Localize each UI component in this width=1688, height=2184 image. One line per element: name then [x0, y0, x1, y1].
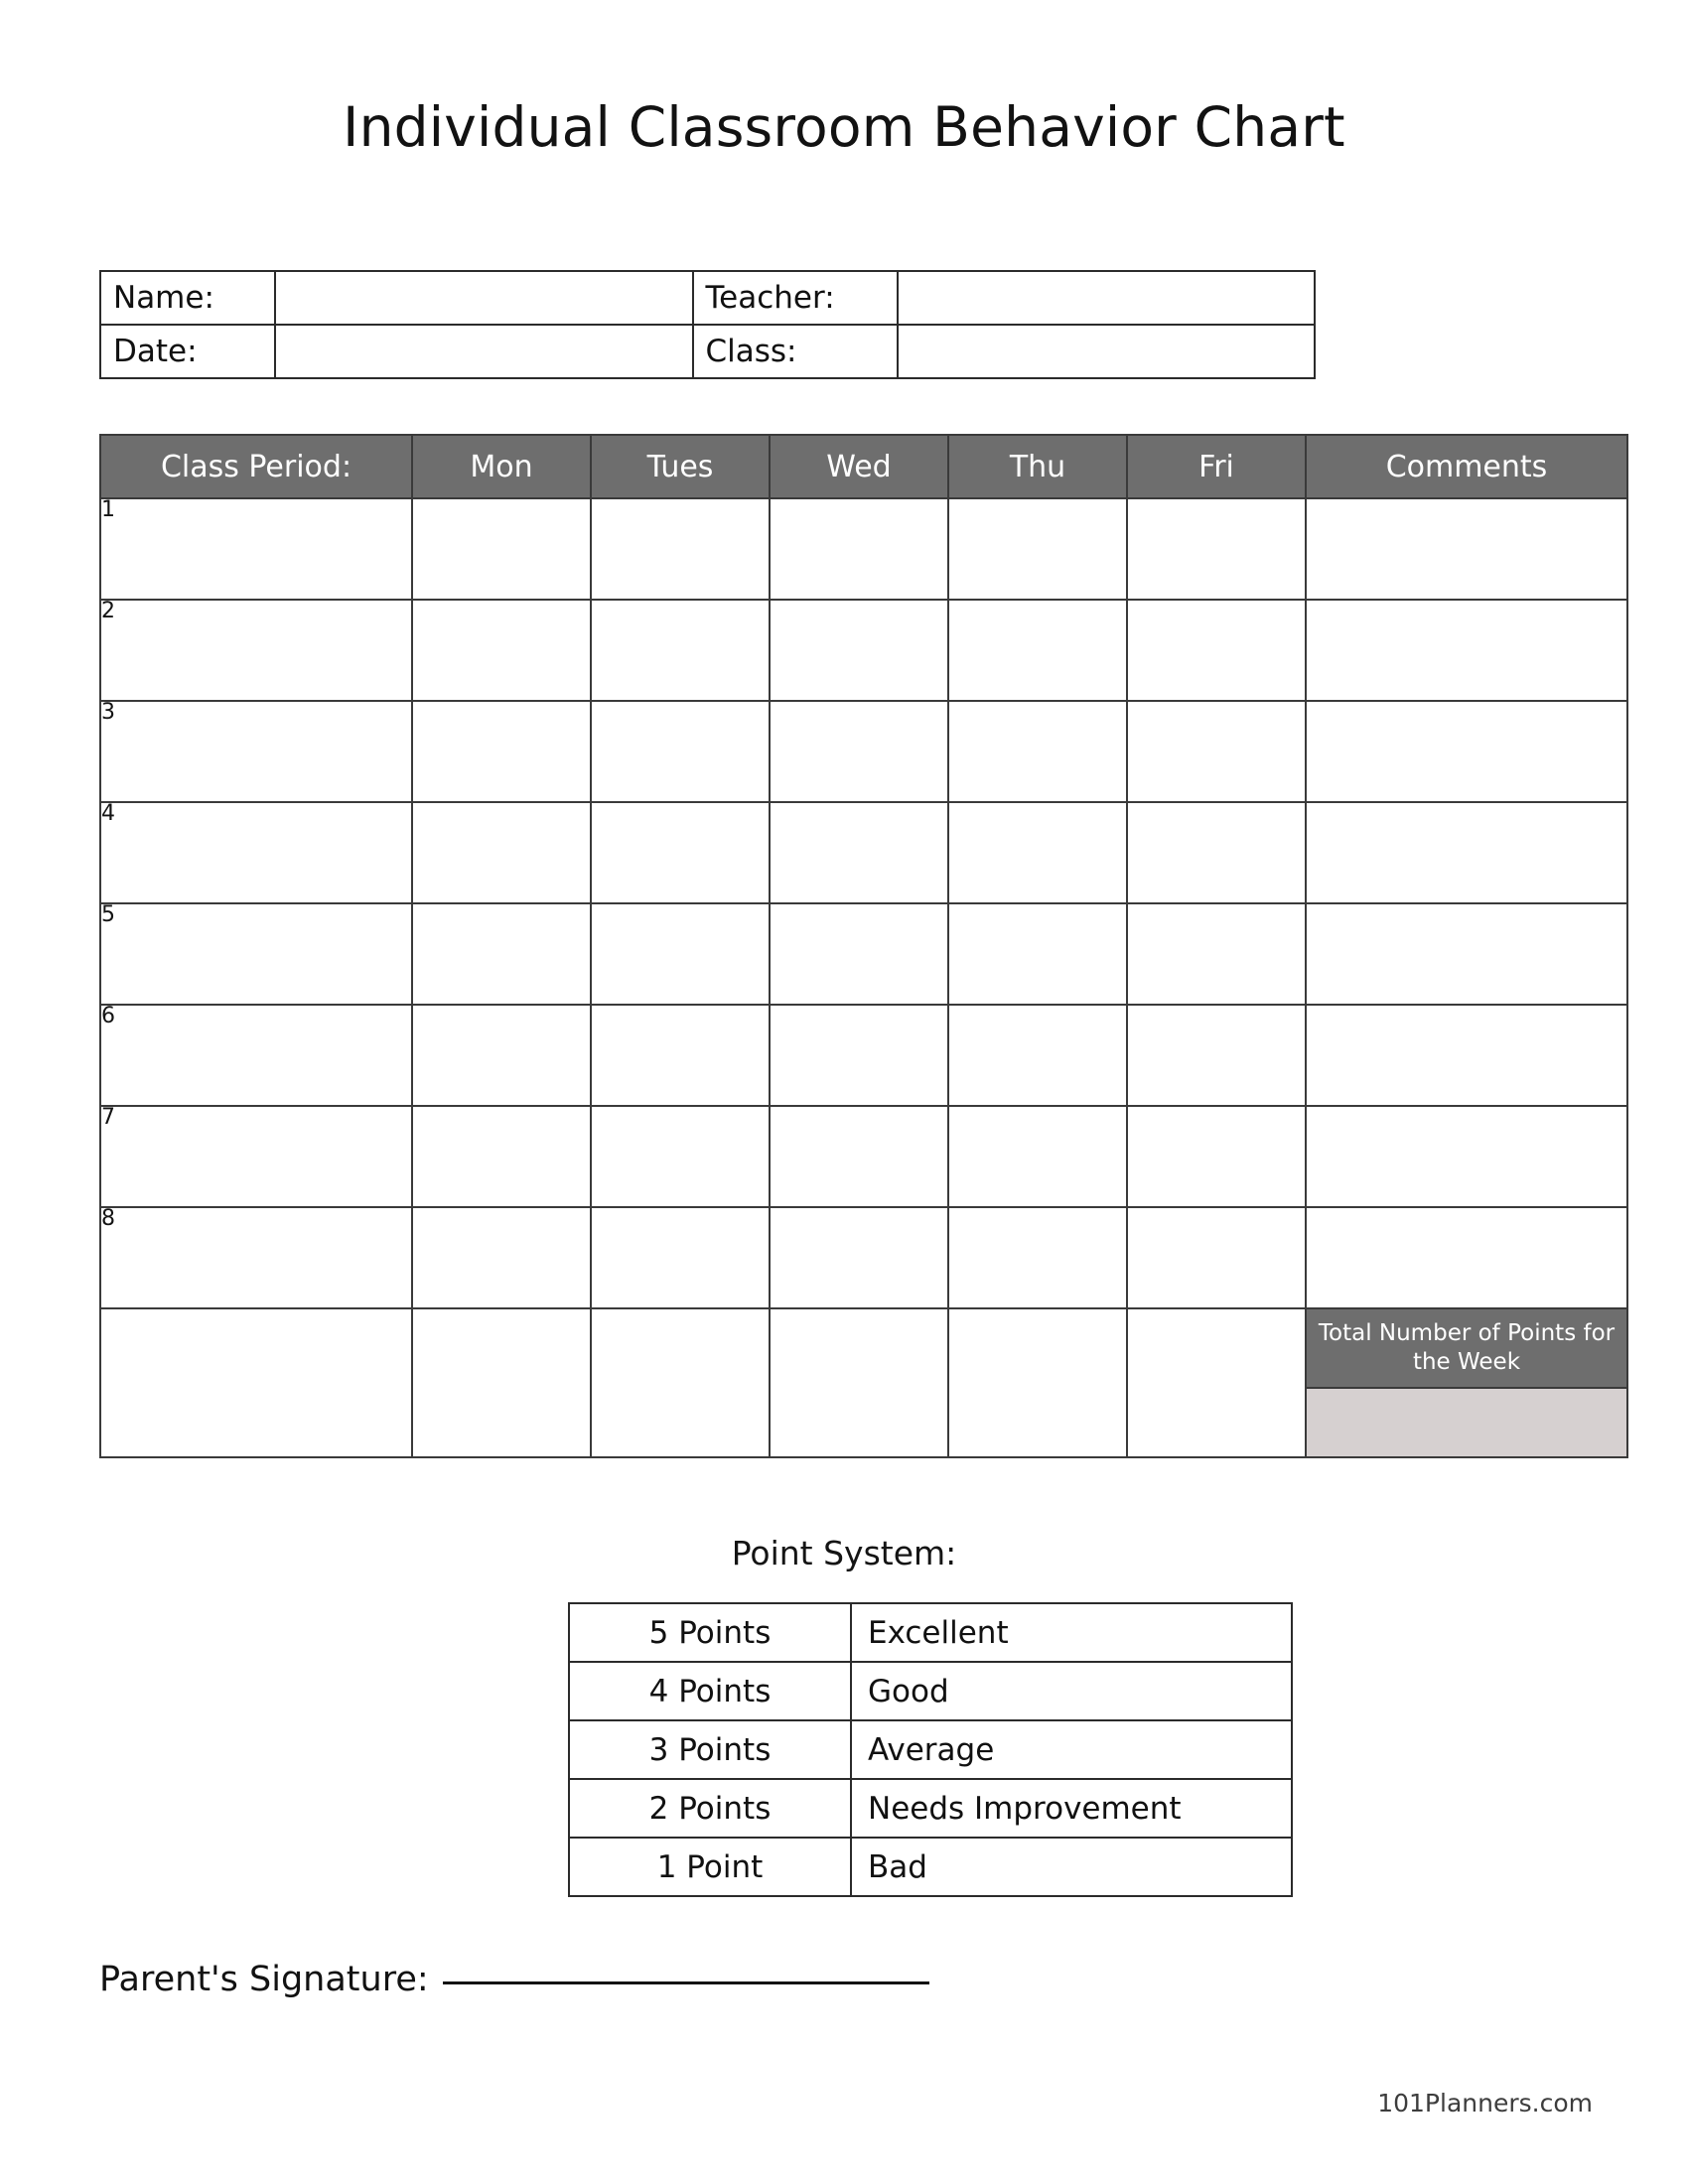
teacher-label: Teacher: — [693, 271, 898, 325]
cell-thu-1[interactable] — [948, 498, 1127, 600]
points-value-4: 4 Points — [569, 1662, 851, 1720]
cell-thu-2[interactable] — [948, 600, 1127, 701]
class-field[interactable] — [898, 325, 1316, 378]
cell-tues-5[interactable] — [591, 903, 770, 1005]
cell-comments-8[interactable] — [1306, 1207, 1627, 1308]
cell-comments-6[interactable] — [1306, 1005, 1627, 1106]
cell-fri-6[interactable] — [1127, 1005, 1306, 1106]
points-value-5: 5 Points — [569, 1603, 851, 1662]
site-credit: 101Planners.com — [1377, 2089, 1593, 2117]
table-row — [100, 802, 1627, 903]
header-thu: Thu — [948, 435, 1127, 498]
total-tues[interactable] — [591, 1308, 770, 1457]
header-class-period: Class Period: — [100, 435, 412, 498]
period-label-2: 2 — [100, 600, 412, 701]
period-label-4: 4 — [100, 802, 412, 903]
cell-fri-2[interactable] — [1127, 600, 1306, 701]
total-mon[interactable] — [412, 1308, 591, 1457]
table-row — [100, 1005, 1627, 1106]
name-label: Name: — [100, 271, 275, 325]
table-row — [100, 701, 1627, 802]
cell-fri-1[interactable] — [1127, 498, 1306, 600]
date-field[interactable] — [275, 325, 693, 378]
total-fri[interactable] — [1127, 1308, 1306, 1457]
cell-fri-5[interactable] — [1127, 903, 1306, 1005]
cell-wed-1[interactable] — [770, 498, 948, 600]
points-desc-2: Needs Improvement — [851, 1779, 1292, 1838]
cell-wed-8[interactable] — [770, 1207, 948, 1308]
cell-comments-7[interactable] — [1306, 1106, 1627, 1207]
grid-header-row — [100, 435, 1627, 498]
cell-tues-1[interactable] — [591, 498, 770, 600]
period-label-6: 6 — [100, 1005, 412, 1106]
parent-signature — [99, 1960, 929, 1999]
cell-mon-8[interactable] — [412, 1207, 591, 1308]
cell-thu-5[interactable] — [948, 903, 1127, 1005]
cell-comments-4[interactable] — [1306, 802, 1627, 903]
table-row — [569, 1603, 1292, 1662]
header-wed: Wed — [770, 435, 948, 498]
cell-mon-5[interactable] — [412, 903, 591, 1005]
table-row — [100, 271, 1315, 325]
cell-mon-1[interactable] — [412, 498, 591, 600]
points-desc-1: Bad — [851, 1838, 1292, 1896]
cell-mon-4[interactable] — [412, 802, 591, 903]
cell-thu-6[interactable] — [948, 1005, 1127, 1106]
period-label-7: 7 — [100, 1106, 412, 1207]
cell-fri-7[interactable] — [1127, 1106, 1306, 1207]
total-week-cell — [1306, 1308, 1627, 1457]
cell-wed-4[interactable] — [770, 802, 948, 903]
total-row — [100, 1308, 1627, 1457]
points-desc-5: Excellent — [851, 1603, 1292, 1662]
cell-tues-2[interactable] — [591, 600, 770, 701]
point-system-table — [568, 1602, 1293, 1897]
point-system-title: Point System: — [731, 1534, 957, 1572]
cell-comments-5[interactable] — [1306, 903, 1627, 1005]
cell-tues-4[interactable] — [591, 802, 770, 903]
cell-tues-6[interactable] — [591, 1005, 770, 1106]
table-row — [100, 325, 1315, 378]
header-tues: Tues — [591, 435, 770, 498]
parent-signature-label: Parent's Signature: — [99, 1960, 429, 1999]
cell-fri-3[interactable] — [1127, 701, 1306, 802]
period-label-5: 5 — [100, 903, 412, 1005]
header-mon: Mon — [412, 435, 591, 498]
cell-thu-4[interactable] — [948, 802, 1127, 903]
header-comments: Comments — [1306, 435, 1627, 498]
table-row — [100, 498, 1627, 600]
student-info-table — [99, 270, 1316, 379]
cell-tues-8[interactable] — [591, 1207, 770, 1308]
table-row — [100, 1207, 1627, 1308]
cell-comments-3[interactable] — [1306, 701, 1627, 802]
cell-wed-2[interactable] — [770, 600, 948, 701]
cell-wed-5[interactable] — [770, 903, 948, 1005]
total-wed[interactable] — [770, 1308, 948, 1457]
cell-thu-7[interactable] — [948, 1106, 1127, 1207]
behavior-grid-table — [99, 434, 1628, 1458]
cell-thu-8[interactable] — [948, 1207, 1127, 1308]
period-label-3: 3 — [100, 701, 412, 802]
total-per-day-label: Total Number of Points per Day — [100, 1308, 412, 1457]
cell-fri-8[interactable] — [1127, 1207, 1306, 1308]
table-row — [569, 1662, 1292, 1720]
cell-tues-3[interactable] — [591, 701, 770, 802]
total-week-field[interactable] — [1307, 1387, 1626, 1456]
name-field[interactable] — [275, 271, 693, 325]
cell-wed-6[interactable] — [770, 1005, 948, 1106]
cell-wed-3[interactable] — [770, 701, 948, 802]
header-fri: Fri — [1127, 435, 1306, 498]
period-label-1: 1 — [100, 498, 412, 600]
cell-comments-2[interactable] — [1306, 600, 1627, 701]
teacher-field[interactable] — [898, 271, 1316, 325]
total-thu[interactable] — [948, 1308, 1127, 1457]
points-desc-4: Good — [851, 1662, 1292, 1720]
cell-mon-3[interactable] — [412, 701, 591, 802]
table-row — [100, 1106, 1627, 1207]
cell-mon-2[interactable] — [412, 600, 591, 701]
signature-line[interactable] — [443, 1980, 929, 1984]
table-row — [100, 903, 1627, 1005]
cell-mon-7[interactable] — [412, 1106, 591, 1207]
table-row — [100, 600, 1627, 701]
table-row — [569, 1838, 1292, 1896]
points-value-2: 2 Points — [569, 1779, 851, 1838]
class-label: Class: — [693, 325, 898, 378]
points-value-1: 1 Point — [569, 1838, 851, 1896]
cell-mon-6[interactable] — [412, 1005, 591, 1106]
cell-comments-1[interactable] — [1306, 498, 1627, 600]
cell-thu-3[interactable] — [948, 701, 1127, 802]
page-title: Individual Classroom Behavior Chart — [343, 95, 1345, 159]
cell-wed-7[interactable] — [770, 1106, 948, 1207]
cell-fri-4[interactable] — [1127, 802, 1306, 903]
table-row — [569, 1720, 1292, 1779]
period-label-8: 8 — [100, 1207, 412, 1308]
cell-tues-7[interactable] — [591, 1106, 770, 1207]
date-label: Date: — [100, 325, 275, 378]
total-week-label: Total Number of Points for the Week — [1307, 1309, 1626, 1387]
points-value-3: 3 Points — [569, 1720, 851, 1779]
points-desc-3: Average — [851, 1720, 1292, 1779]
table-row — [569, 1779, 1292, 1838]
